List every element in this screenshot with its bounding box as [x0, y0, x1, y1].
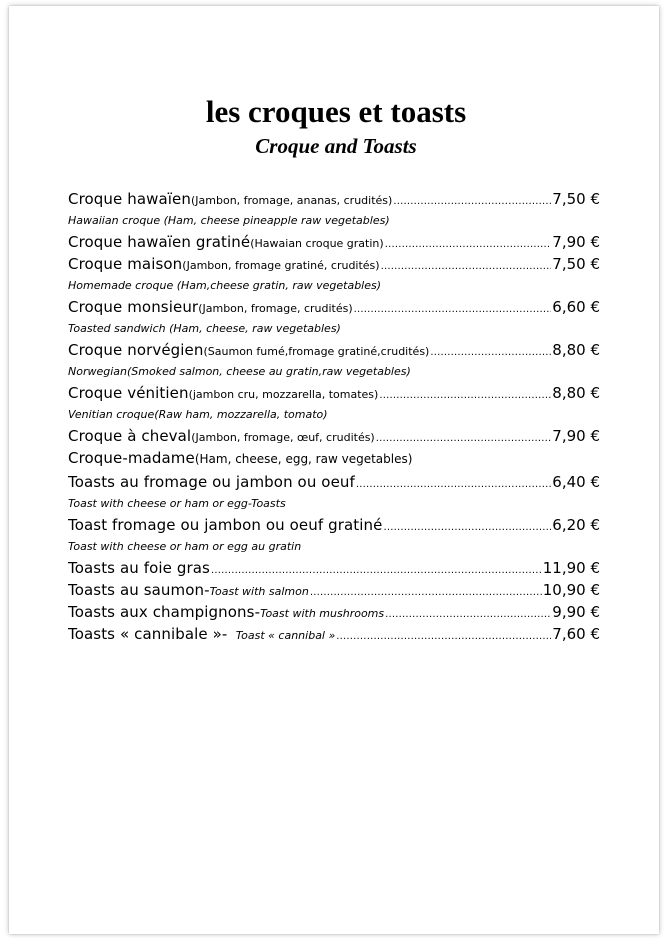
dot-leader [211, 560, 542, 579]
item-translation: Homemade croque (Ham,cheese gratin, raw vegetables) [68, 279, 382, 292]
item-name: Croque à cheval [68, 427, 192, 445]
item-description: (Ham, cheese, egg, raw vegetables) [194, 452, 413, 466]
item-price: 6,40 € [552, 473, 600, 491]
item-price: 8,80 € [552, 341, 600, 359]
item-name: Toasts aux champignons- [68, 603, 261, 621]
item-description: (Jambon, fromage gratiné, crudités) [182, 259, 380, 272]
menu-item [68, 579, 604, 601]
item-translation: Toast with cheese or ham or egg-Toasts [68, 497, 286, 510]
menu-item [68, 382, 604, 404]
menu-item [68, 447, 604, 469]
item-name: Toasts au fromage ou jambon ou oeuf [68, 473, 355, 491]
item-name: Toasts au foie gras [68, 559, 210, 577]
item-price: 7,50 € [552, 255, 600, 273]
dot-leader [310, 582, 542, 601]
item-price: 10,90 € [542, 581, 600, 599]
menu-item [68, 514, 604, 536]
menu-item [68, 471, 604, 493]
item-translation: Hawaiian croque (Ham, cheese pineapple raw vegetables) [68, 214, 390, 227]
item-description: (jambon cru, mozzarella, tomates) [188, 388, 379, 401]
item-name: Croque maison [68, 255, 183, 273]
item-name: Toasts au saumon- [68, 581, 210, 599]
item-description: (Saumon fumé,fromage gratiné,crudités) [203, 345, 430, 358]
item-price: 6,60 € [552, 298, 600, 316]
dot-leader [385, 604, 551, 623]
item-name: Toast fromage ou jambon ou oeuf gratiné [68, 516, 383, 534]
dot-leader [356, 474, 551, 493]
item-name: Croque vénitien [68, 384, 189, 402]
menu-subtitle: Croque and Toasts [255, 134, 417, 158]
item-price: 8,80 € [552, 384, 600, 402]
item-name: Croque hawaïen [68, 190, 191, 208]
item-price: 7,50 € [552, 190, 600, 208]
menu-item [68, 557, 604, 579]
menu-item [68, 231, 604, 253]
menu-title: les croques et toasts [205, 94, 467, 129]
item-name: Toasts « cannibale »- [68, 625, 233, 643]
item-description: (Hawaian croque gratin) [250, 237, 384, 250]
item-translation: Venitian croque(Raw ham, mozzarella, tomato) [68, 408, 328, 421]
dot-leader [336, 626, 551, 645]
item-description: Toast with salmon [209, 585, 309, 598]
item-price: 7,90 € [552, 427, 600, 445]
dot-leader [430, 342, 551, 361]
menu-item [68, 623, 604, 645]
item-name: Croque-madame [68, 449, 195, 467]
dot-leader [393, 191, 551, 210]
dot-leader [381, 256, 552, 275]
item-price: 9,90 € [552, 603, 600, 621]
item-price: 11,90 € [542, 559, 600, 577]
dot-leader [376, 428, 552, 447]
item-name: Croque hawaïen gratiné [68, 233, 251, 251]
menu-item [68, 188, 604, 210]
item-description: (Jambon, fromage, crudités) [198, 302, 353, 315]
item-name: Croque norvégien [68, 341, 204, 359]
item-description: Toast with mushrooms [260, 607, 385, 620]
menu-item [68, 425, 604, 447]
item-description: (Jambon, fromage, œuf, crudités) [191, 431, 375, 444]
menu-item [68, 253, 604, 275]
item-translation: Norwegian(Smoked salmon, cheese au gratin,raw vegetables) [68, 365, 411, 378]
item-price: 6,20 € [552, 516, 600, 534]
dot-leader [354, 299, 552, 318]
item-translation: Toasted sandwich (Ham, cheese, raw vegetables) [68, 322, 341, 335]
item-translation: Toast with cheese or ham or egg au gratin [68, 540, 302, 553]
item-price: 7,60 € [552, 625, 600, 643]
item-name: Croque monsieur [68, 298, 199, 316]
item-price: 7,90 € [552, 233, 600, 251]
menu-item [68, 601, 604, 623]
item-description: (Jambon, fromage, ananas, crudités) [190, 194, 393, 207]
menu-item [68, 296, 604, 318]
dot-leader [379, 385, 551, 404]
menu-item [68, 339, 604, 361]
dot-leader [383, 517, 551, 536]
menu-list [68, 188, 604, 645]
dot-leader [385, 234, 552, 253]
item-description: Toast « cannibal » [232, 629, 336, 642]
